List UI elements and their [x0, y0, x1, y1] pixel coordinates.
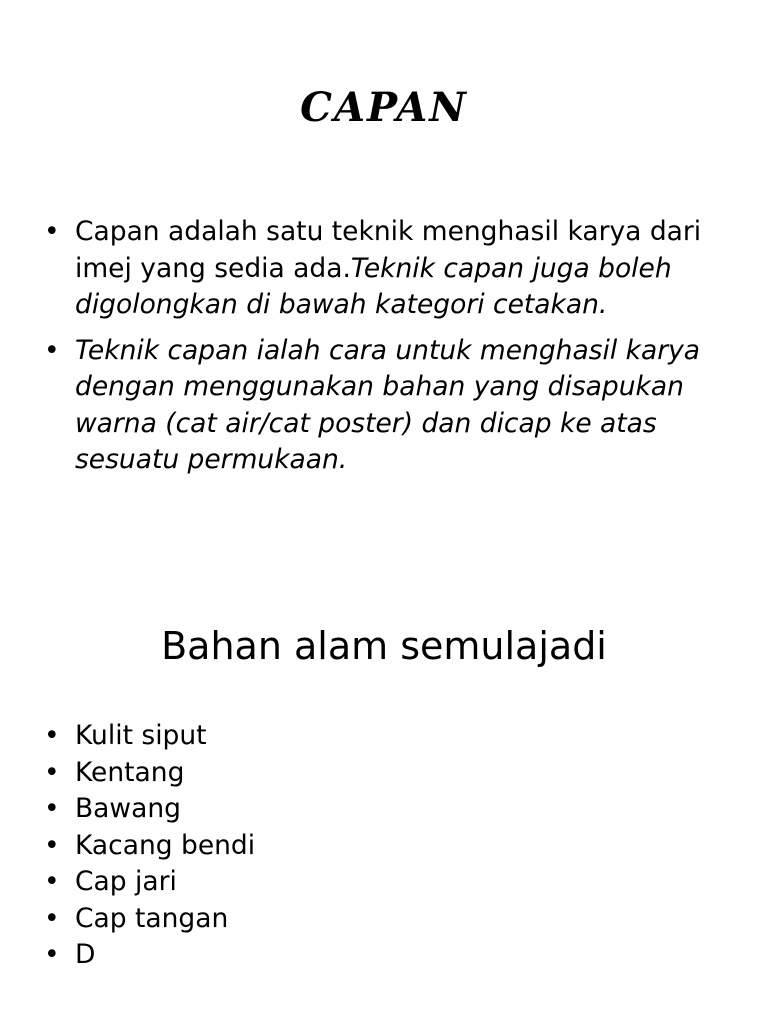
list-item-text: Cap jari [75, 866, 177, 897]
bullet-text: Capan adalah satu teknik menghasil karya dari imej yang sedia ada. [75, 216, 702, 284]
slide-title: CAPAN [300, 84, 468, 131]
bullet-icon: • [44, 334, 60, 366]
bullet-icon: • [44, 793, 60, 824]
list-item [44, 901, 734, 938]
list-item-text: Kacang bendi [75, 829, 256, 861]
list-item [44, 937, 734, 974]
list-item-text: Kentang [75, 756, 185, 788]
list-item [44, 791, 734, 828]
bullet-list [44, 214, 734, 488]
list-item-text: Cap tangan [75, 902, 229, 934]
bullet-icon: • [44, 216, 60, 247]
list-item [44, 755, 734, 792]
slide-bahan-alam [0, 576, 768, 1024]
list-item-text: Bawang [75, 793, 181, 824]
bullet-icon: • [44, 866, 60, 897]
bullet-icon: • [44, 756, 60, 788]
list-item [44, 864, 734, 901]
slide-title: Bahan alam semulajadi [161, 624, 607, 668]
bullet-item [44, 214, 734, 324]
list-item [44, 828, 734, 865]
list-item [44, 718, 734, 755]
bullet-icon: • [44, 902, 60, 934]
bullet-icon: • [44, 720, 60, 751]
bullet-item [44, 333, 734, 479]
bullet-icon: • [44, 829, 60, 861]
list-item-text: Kulit siput [75, 720, 207, 751]
bullet-text-italic: Teknik capan ialah cara untuk menghasil karya dengan menggunakan bahan yang disapukan warna (cat air/cat poster) dan dicap ke atas sesuatu permukaan. [75, 334, 701, 475]
bullet-text-italic: Teknik capan juga boleh digolongkan di bawah kategori cetakan. [75, 252, 672, 320]
bullet-icon: • [44, 939, 60, 970]
bullet-list [44, 718, 734, 974]
list-item-text: D [75, 939, 96, 970]
